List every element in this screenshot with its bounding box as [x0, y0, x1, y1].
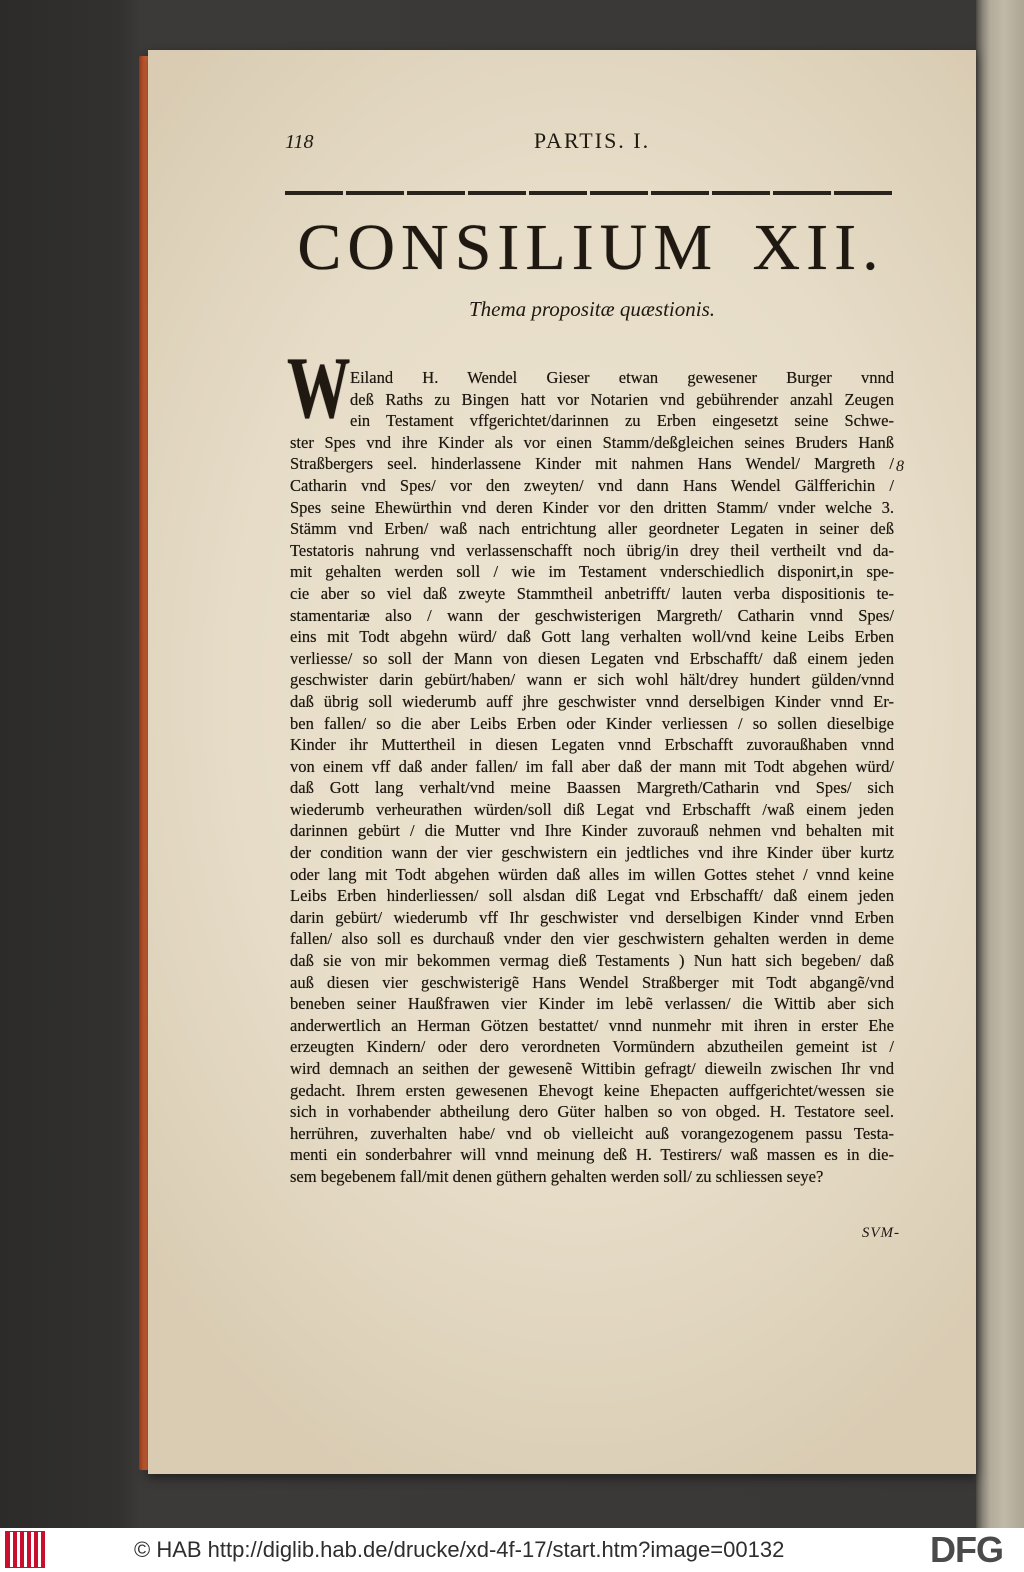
text-line: deß Raths zu Bingen hatt vor Notarien vnd gebührender anzahl Zeugen [350, 389, 894, 409]
title-rule [285, 191, 893, 195]
text-line: darinnen gebürt / die Mutter vnd Ihre Kinder zuvorauß nehmen vnd behalten mit [290, 821, 894, 841]
text-line: wiederumb verheurathen würden/soll diß Legat vnd Erbschafft /waß einem jeden [290, 799, 894, 819]
page-number: 118 [285, 131, 314, 153]
text-line: sich in vorhabender abtheilung dero Güter halben so von obged. H. Testatore seel. [290, 1102, 894, 1122]
text-line: wird demnach an seithen der gewesenẽ Wittibin gefragt/ dieweiln zwischen Ihr vnd [290, 1059, 894, 1078]
text-line: Spes seine Ehewürthin vnd deren Kinder vor den dritten Stamm/ vnder welche 3. [290, 497, 894, 517]
text-line: Kinder ihr Muttertheil in diesen Legaten vnnd Erbschafft zuvoraußhaben vnnd [290, 735, 894, 755]
text-line: Leibs Erben hinderliessen/ soll alsdan diß Legat vnd Erbschafft/ daß einem jeden [290, 886, 894, 906]
text-line: Stämm vnd Erben/ waß nach entrichtung aller geordneter Legaten in seiner deß [290, 519, 894, 539]
text-line: Catharin vnd Spes/ vor den zweyten/ vnd dann Hans Wendel Gälfferichin / [290, 475, 894, 495]
dfg-logo: DFG [930, 1529, 1003, 1570]
text-line: ben fallen/ so die aber Leibs Erben oder Kinder verliessen / so sollen dieselbige [290, 713, 894, 733]
text-line: ein Testament vffgerichtet/darinnen zu Erben eingesetzt seine Schwe- [350, 411, 894, 431]
hab-logo-icon [5, 1531, 45, 1568]
text-line: auß diesen vier geschwisterigẽ Hans Wendel Straßberger mit Todt abgangẽ/vnd [290, 972, 894, 992]
text-line: fallen/ also soll es durchauß vnder den vier geschwistern gehalten werden in deme [290, 929, 894, 949]
text-line: menti ein sonderbahrer will vnnd meinung deß H. Testirers/ waß massen es in die- [290, 1145, 894, 1165]
text-line: geschwister darin gebürt/haben/ wann er sich wohl hält/drey hundert gülden/vnnd [290, 670, 894, 690]
text-line: stamentariæ also / wann der geschwisterigen Margreth/ Catharin vnnd Spes/ [290, 605, 894, 625]
drop-cap-initial: W [287, 340, 351, 437]
text-line: erzeugten Kindern/ oder dero verordneten Vormündern abzutheilen gemeint ist / [290, 1037, 894, 1057]
text-line: darin gebürt/ wiederumb vff Ihr geschwister vnd derselbigen Kinder vnnd Erben [290, 907, 894, 927]
footer-credit: © HAB http://diglib.hab.de/drucke/xd-4f-17/start.htm?image=00132 [134, 1537, 785, 1562]
text-line: eins mit Todt abgehn würd/ daß Gott lang verhalten woll/vnd keine Leibs Erben [290, 627, 894, 647]
text-line: cie aber so viel daß zweyte Stammtheil anbetrifft/ lauten verba dispositionis te- [290, 583, 894, 603]
text-line: gedacht. Ihrem ersten gewesenen Ehevogt keine Ehepacten auffgerichtet/wessen sie [290, 1080, 894, 1100]
text-line: der condition wann der vier geschwistern ein jedtliches vnd ihre Kinder über kurtz [290, 843, 894, 863]
text-line: daß sie von mir bekommen vermag dieß Testaments ) Nun hatt sich begeben/ daß [290, 951, 894, 971]
text-line: beneben seiner Haußfrawen vier Kinder im lebẽ verlassen/ die Wittib aber sich [290, 994, 894, 1014]
margin-note: 8 [896, 458, 904, 475]
text-line: Straßbergers seel. hinderlassene Kinder mit nahmen Hans Wendel/ Margreth / [290, 454, 894, 474]
text-line: ster Spes vnd ihre Kinder als vor einen Stamm/deßgleichen seines Bruders Hanß [290, 432, 894, 452]
text-line: daß Gott lang verhalt/vnd meine Baassen Margreth/Catharin vnd Spes/ sich [290, 778, 894, 798]
text-line: verliesse/ so soll der Mann von diesen Legaten vnd Erbschafft/ daß einem jeden [290, 648, 894, 668]
text-line: oder lang mit Todt abgehen würden daß alles im willen Gottes stehet / vnnd keine [290, 864, 894, 884]
facing-page-edge [976, 0, 1024, 1528]
text-line: Testatoris nahrung vnd verlassenschafft noch übrig/in drey theil vertheilt vnd da- [290, 540, 894, 560]
subtitle: Thema propositæ quæstionis. [468, 297, 715, 321]
consilium-title: CONSILIUM XII. [297, 211, 885, 284]
text-line: daß übrig soll wiederumb auff jhre geschwister vnnd derselbigen Kinder vnnd Er- [290, 691, 894, 711]
text-line: Eiland H. Wendel Gieser etwan gewesener Burger vnnd [350, 368, 894, 387]
body-text [290, 367, 894, 1188]
text-line: von einem vff daß ander fallen/ im fall aber daß der mann mit Todt abgehen würd/ [290, 756, 894, 776]
catchword: SVM- [861, 1225, 900, 1241]
text-line: anderwertlich an Herman Götzen bestattet/ vnnd nunmehr mit ihren in erster Ehe [290, 1015, 894, 1035]
text-line: sem begebenem fall/mit denen güthern gehalten werden soll/ zu schliessen seye? [290, 1166, 824, 1186]
text-line: mit gehalten werden soll / wie im Testament vnderschiedlich disponirt,in spe- [290, 562, 894, 582]
text-line: herrühren, zuverhalten habe/ vnd ob vielleicht auß vorangezogenem passu Testa- [290, 1123, 894, 1143]
running-head: PARTIS. I. [533, 128, 651, 153]
